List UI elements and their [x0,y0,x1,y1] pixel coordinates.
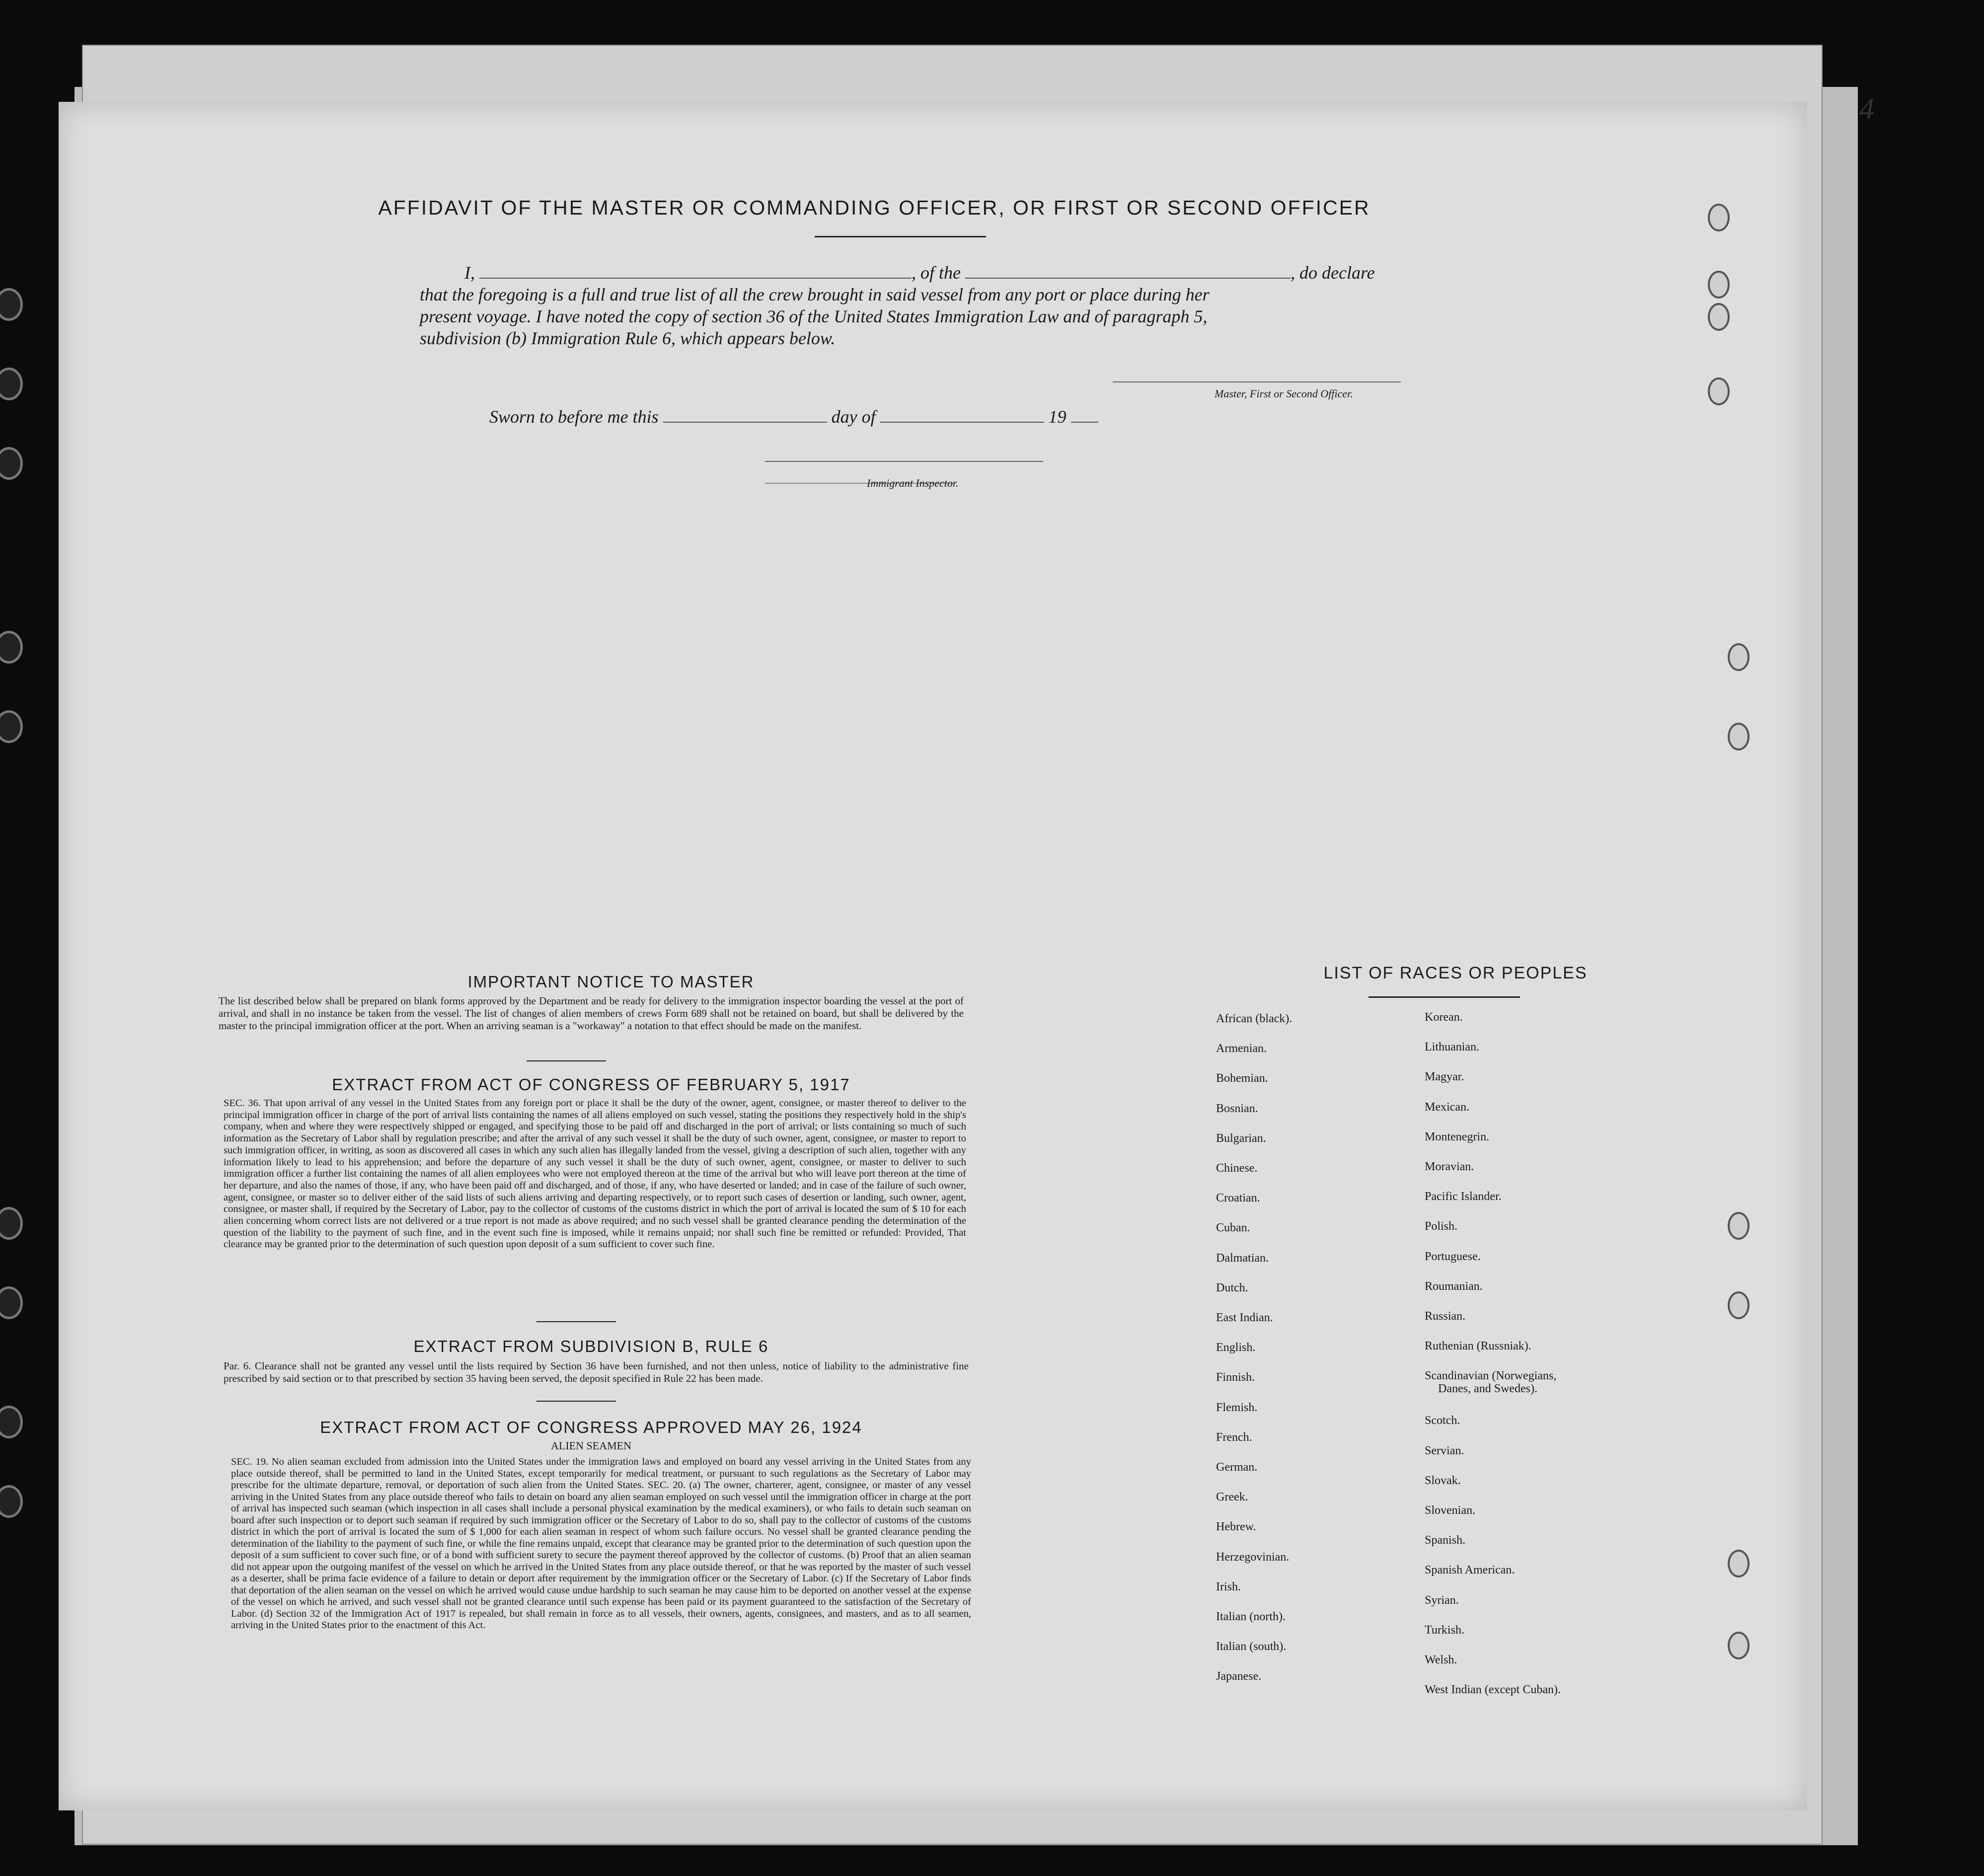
race-item: Servian. [1425,1444,1464,1457]
race-item: Scandinavian (Norwegians, [1425,1369,1557,1383]
sworn-line [489,406,1098,427]
declaration-line-1 [464,262,1375,283]
binder-hole [0,631,23,664]
page-number-mark: 4 [1859,92,1874,125]
binder-hole [0,1485,23,1518]
sworn-day-label: day of [831,407,876,427]
sworn-month-blank[interactable] [880,421,1044,423]
race-item: Moravian. [1425,1160,1474,1173]
race-item: Roumanian. [1425,1279,1483,1293]
race-item: Slovak. [1425,1474,1461,1487]
race-item: Polish. [1425,1220,1458,1233]
extract-1917-text: SEC. 36. That upon arrival of any vessel in the United States from any foreign port or place it shall be the duty of the owner, agent, consignee, or master thereof to deliver to the principal immigration officer in charge of the port of arrival lists containing the names of all aliens employed on such vessel, stating the positions they respectively hold in the ship's company, when and where they were respectively shipped or engaged, and specifying those to be paid off and discharged in the port of arrival; or lists containing so much of such information as the Secretary of Labor shall by regulation prescribe; and after the arrival of any such vessel it shall be the duty of such owner, agent, consignee, or master to report to such immigration officer, in writing, as soon as discovered all cases in which any such alien has illegally landed from the vessel, giving a description of such alien, together with any information likely to lead to his apprehension; and before the departure of any such vessel it shall be the duty of such owner, agent, consignee, or master to deliver to such immigration officer a further list containing the names of all alien employees who were not employed thereon at the time of the arrival but who will leave port thereon at the time of her departure, and also the names of those, if any, who have been paid off and discharged, and of those, if any, who have deserted or landed; and in case of the failure of such owner, agent, consignee, or master so to deliver either of the said lists of such aliens arriving and departing respectively, or to report such cases of desertion or landing, such owner, agent, consignee, or master shall, if required by the Secretary of Labor, pay to the collector of customs of the customs district in which the port of arrival is located the sum of $ 10 for each alien concerning whom correct lists are not delivered or a true report is not made as above required; and no such vessel shall be granted clearance pending the determination of the question of the liability to the payment of such fine, and in the event such fine is imposed, while it remains unpaid; nor shall such fine be remitted or refunded: Provided, That clearance may be granted prior to the determination of such question upon deposit of a sum sufficient to cover such fine. [224,1098,966,1250]
extract-1924-title: EXTRACT FROM ACT OF CONGRESS APPROVED MAY 26, 1924 [320,1418,862,1436]
punch-hole [1708,204,1730,231]
race-item: German. [1216,1461,1258,1474]
rule6-divider [536,1401,616,1402]
race-item: East Indian. [1216,1311,1273,1324]
race-item: Slovenian. [1425,1504,1475,1517]
race-item: Pacific Islander. [1425,1190,1502,1203]
race-item: Cuban. [1216,1221,1250,1235]
declaration-line-2: that the foregoing is a full and true list of all the crew brought in said vessel from any port or place during her [420,285,1210,304]
races-title-underline [1369,996,1520,998]
punch-hole [1708,271,1730,299]
punch-hole [1708,303,1730,331]
race-item: Ruthenian (Russniak). [1425,1340,1531,1353]
punch-hole [1728,1550,1750,1577]
punch-hole [1728,723,1750,750]
race-item: Danes, and Swedes). [1438,1382,1537,1396]
punch-hole [1708,377,1730,405]
race-item: Scotch. [1425,1414,1460,1427]
vessel-blank[interactable] [965,277,1291,279]
extract-1924-text: SEC. 19. No alien seaman excluded from admission into the United States under the immigration laws and employed on board any vessel arriving in the United States from any place outside thereof, shall be permitted to land in the United States, except temporarily for medical treatment, or pursuant to such regulations as the Secretary of Labor may prescribe for the ultimate departure, removal, or deportation of such alien from the United States. SEC. 20. (a) The owner, charterer, agent, consignee, or master of any vessel arriving in the United States from any place outside thereof who fails to detain on board any alien seaman employed on such vessel until the immigration officer in charge at the port of arrival has inspected such seaman (which inspection in all cases shall include a personal physical examination by the medical examiners), or who fails to detain such seaman on board after such inspection or to deport such seaman if required by such immigration officer or the Secretary of Labor to do so, shall pay to the collector of customs of the customs district in which the port of arrival is located the sum of $ 1,000 for each alien seaman in respect of whom such failure occurs. No vessel shall be granted clearance pending the determination of the liability to the payment of such fine, or while the fine remains unpaid, except that clearance may be granted prior to the determination of such question upon the deposit of a sum sufficient to cover such fine, or of a bond with sufficient surety to secure the payment thereof approved by the collector of customs. (b) Proof that an alien seaman did not appear upon the outgoing manifest of the vessel on which he arrived in the United States from any place outside thereof, or that he was reported by the master of such vessel as a deserter, shall be prima facie evidence of a failure to detain or deport after requirement by the immigration officer or the Secretary of Labor. (c) If the Secretary of Labor finds that deportation of the alien seaman on the vessel on which he arrived would cause undue hardship to such seaman he may cause him to be deported on another vessel at the expense of the vessel on which he arrived, and such vessel shall not be granted clearance until such expense has been paid or its payment guaranteed to the satisfaction of the Secretary of Labor. (d) Section 32 of the Immigration Act of 1917 is repealed, but shall remain in force as to all vessels, their owners, agents, consignees, and masters, and as to all seamen, arriving in the United States prior to the enactment of this Act. [231,1456,971,1631]
declaration-suffix: , do declare [1290,263,1375,283]
binder-hole [0,1286,23,1319]
extract-1924-subtitle: ALIEN SEAMEN [551,1439,631,1452]
declaration-prefix: I, [464,263,475,283]
inspector-signature-line[interactable] [765,461,1043,462]
binder-hole [0,288,23,321]
race-item: Portuguese. [1425,1250,1481,1263]
race-item: Lithuanian. [1425,1041,1479,1054]
race-item: Bulgarian. [1216,1131,1266,1145]
notice-title: IMPORTANT NOTICE TO MASTER [467,973,755,991]
race-item: African (black). [1216,1012,1293,1025]
binder-hole [0,1207,23,1240]
race-item: Bohemian. [1216,1072,1268,1085]
race-item: Hebrew. [1216,1520,1256,1534]
race-item: Spanish American. [1425,1564,1515,1577]
master-caption: Master, First or Second Officer. [1215,387,1353,400]
race-item: Finnish. [1216,1371,1255,1384]
race-item: Chinese. [1216,1162,1258,1175]
binder-hole [0,1406,23,1438]
race-item: Dutch. [1216,1281,1248,1294]
notice-text: The list described below shall be prepared on blank forms approved by the Department and be ready for delivery to the immigration inspector boarding the vessel at the port of arrival, and shall in no instance be taken from the vessel. The list of changes of alien members of crews Form 689 shall not be retained on board, but shall be delivered by the master to the principal immigration officer at the port. When an arriving seaman is a "workaway" a notation to that effect should be made on the manifest. [219,995,964,1032]
race-item: Bosnian. [1216,1102,1258,1115]
race-item: Armenian. [1216,1042,1267,1055]
race-item: Russian. [1425,1310,1466,1323]
race-item: Montenegrin. [1425,1130,1489,1143]
race-item: Mexican. [1425,1100,1469,1114]
race-item: French. [1216,1430,1252,1444]
race-item: Turkish. [1425,1623,1464,1637]
race-item: Italian (north). [1216,1610,1286,1623]
title-underline [815,236,986,237]
races-title: LIST OF RACES OR PEOPLES [1323,964,1588,982]
declaration-mid: , of the [912,263,961,283]
sworn-year-label: 19 [1048,407,1067,427]
race-item: English. [1216,1341,1256,1354]
name-blank[interactable] [479,277,912,279]
race-item: Flemish. [1216,1401,1258,1414]
race-item: Korean. [1425,1011,1463,1024]
race-item: Croatian. [1216,1192,1260,1205]
extract-1917-divider [536,1321,616,1322]
sworn-date-blank[interactable] [663,421,827,423]
race-item: Herzegovinian. [1216,1550,1290,1564]
declaration-line-4: subdivision (b) Immigration Rule 6, which appears below. [420,328,836,348]
race-item: Spanish. [1425,1534,1466,1547]
race-item: Welsh. [1425,1653,1457,1666]
race-item: Greek. [1216,1491,1248,1504]
race-item: Dalmatian. [1216,1251,1269,1265]
sworn-year-blank[interactable] [1071,421,1098,423]
master-signature-line[interactable] [1113,381,1401,382]
punch-hole [1728,643,1750,671]
declaration-line-3: present voyage. I have noted the copy of section 36 of the United States Immigration Law and of paragraph 5, [420,306,1208,326]
race-item: Irish. [1216,1580,1241,1593]
race-item: Syrian. [1425,1593,1459,1607]
punch-hole [1728,1212,1750,1240]
punch-hole [1728,1291,1750,1319]
race-item: Japanese. [1216,1670,1262,1683]
race-item: Magyar. [1425,1070,1464,1084]
sworn-prefix: Sworn to before me this [489,407,659,427]
inspector-caption: Immigrant Inspector. [867,477,959,489]
binder-hole [0,368,23,400]
affidavit-title: AFFIDAVIT OF THE MASTER OR COMMANDING OFFICER, OR FIRST OR SECOND OFFICER [378,196,1371,219]
punch-hole [1728,1632,1750,1659]
notice-divider [527,1060,606,1061]
binder-hole [0,447,23,480]
rule6-title: EXTRACT FROM SUBDIVISION B, RULE 6 [413,1337,769,1355]
extract-1917-title: EXTRACT FROM ACT OF CONGRESS OF FEBRUARY 5, 1917 [332,1075,850,1094]
race-item: Italian (south). [1216,1640,1287,1653]
binder-hole [0,710,23,743]
rule6-text: Par. 6. Clearance shall not be granted any vessel until the lists required by Section 36 have been furnished, and not then unless, notice of liability to the administrative fine prescribed by said section or to that prescribed by section 35 having been served, the deposit specified in Rule 22 has been made. [224,1360,969,1384]
race-item: West Indian (except Cuban). [1425,1683,1561,1697]
